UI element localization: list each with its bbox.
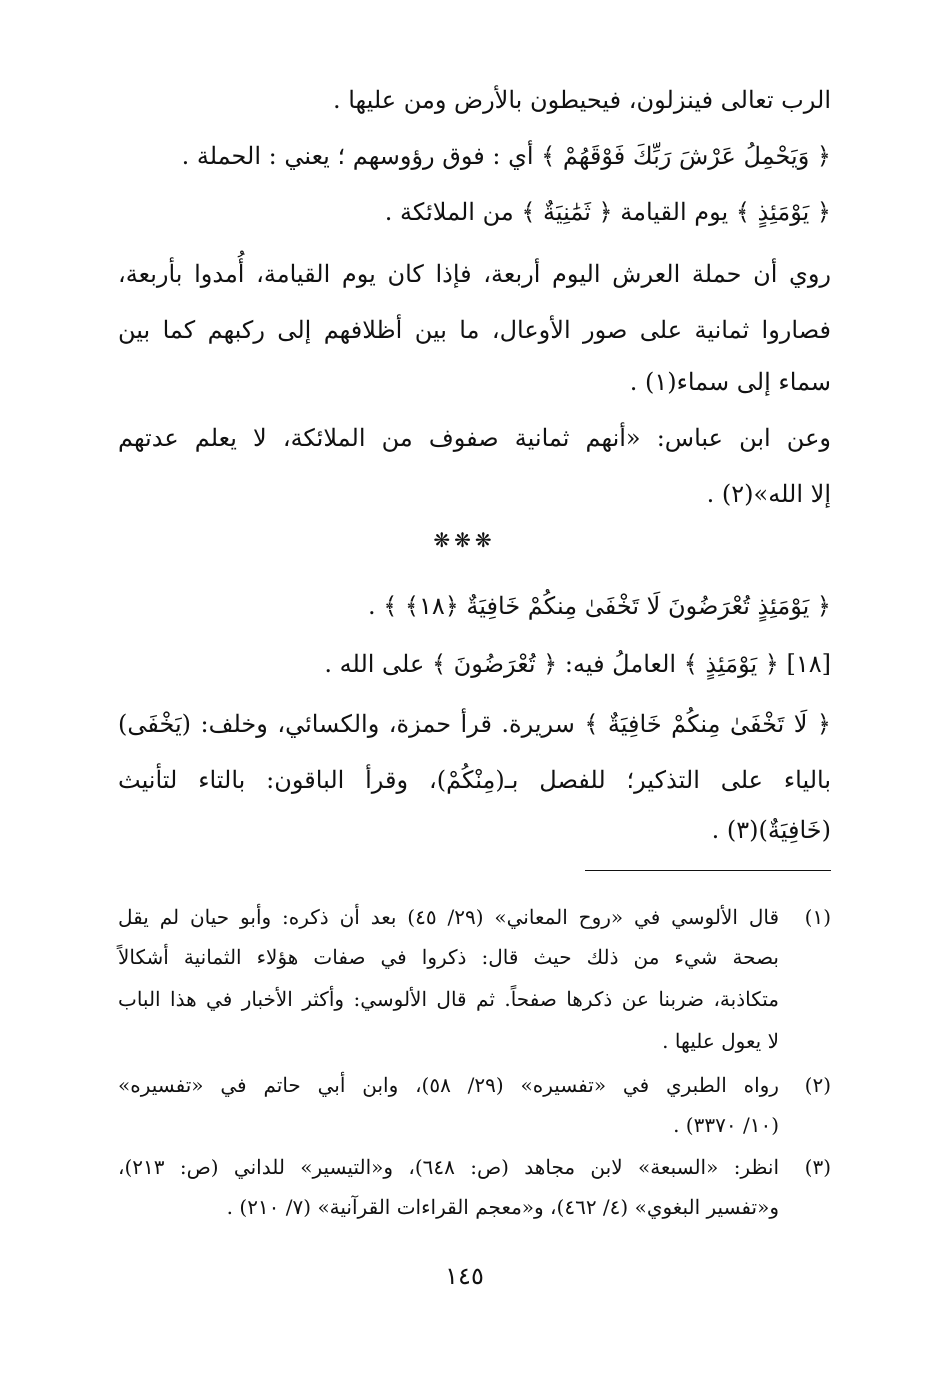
footnote-1-line-2: بصحة شيء من ذلك حيث قال: ذكروا في صفات هؤلاء الثمانية أشكالاً xyxy=(118,945,779,969)
footnote-1-line-4: لا يعول عليها . xyxy=(662,1029,779,1053)
footnote-2-line-2: (١٠/ ٣٣٧٠) . xyxy=(673,1113,779,1137)
body-line-1: الرب تعالى فينزلون، فيحيطون بالأرض ومن عليها . xyxy=(332,86,831,114)
footnote-3-line-1: انظر: «السبعة» لابن مجاهد (ص: ٦٤٨)، و«التيسير» للداني (ص: ٢١٣)، xyxy=(118,1155,779,1179)
body-line-11: ﴿ لَا تَخْفَىٰ مِنكُمْ خَافِيَةٌ ﴾ سريرة. قرأ حمزة، والكسائي، وخلف: (يَخْفَى) xyxy=(118,710,831,738)
body-line-12: بالياء على التذكير؛ للفصل بـ(مِنْكُمْ)، وقرأ الباقون: بالتاء لتأنيث xyxy=(118,766,831,794)
body-line-8: إلا الله»(٢) . xyxy=(706,480,831,508)
body-line-7: وعن ابن عباس: «أنهم ثمانية صفوف من الملائكة، لا يعلم عدتهم xyxy=(118,424,831,452)
body-line-5: فصاروا ثمانية على صور الأوعال، ما بين أظلافهم إلى ركبهم كما بين xyxy=(118,316,831,344)
footnote-2-line-1: رواه الطبري في «تفسيره» (٢٩/ ٥٨)، وابن أبي حاتم في «تفسيره» xyxy=(118,1073,779,1097)
footnote-separator-rule xyxy=(585,870,831,871)
footnote-1-line-1: قال الألوسي في «روح المعاني» (٢٩/ ٤٥) بعد أن ذكره: وأبو حيان لم يقل xyxy=(118,905,780,929)
body-line-2: ﴿ وَيَحْمِلُ عَرْشَ رَبِّكَ فَوْقَهُمْ ﴾ أي : فوق رؤوسهم ؛ يعني : الحملة . xyxy=(181,142,831,170)
footnote-3-line-2: و«تفسير البغوي» (٤/ ٤٦٢)، و«معجم القراءات القرآنية» (٧/ ٢١٠) . xyxy=(226,1195,779,1219)
footnote-3-number: (٣) xyxy=(804,1155,831,1179)
body-line-13: (خَافِيَةٌ)(٣) . xyxy=(711,816,831,844)
footnote-1-line-3: متكاذبة، ضربنا عن ذكرها صفحاً. ثم قال الألوسي: وأكثر الأخبار في هذا الباب xyxy=(118,987,779,1011)
body-line-9: ﴿ يَوْمَئِذٍ تُعْرَضُونَ لَا تَخْفَىٰ مِنكُمْ خَافِيَةٌ ﴿١٨﴾ ﴾ . xyxy=(367,592,831,620)
footnote-2-number: (٢) xyxy=(804,1073,831,1097)
footnote-1-number: (١) xyxy=(804,905,831,929)
body-line-10: [١٨] ﴿ يَوْمَئِذٍ ﴾ العاملُ فيه: ﴿ تُعْرَضُونَ ﴾ على الله . xyxy=(324,650,831,678)
body-line-6: سماء إلى سماء(١) . xyxy=(629,368,831,396)
body-line-4: روي أن حملة العرش اليوم أربعة، فإذا كان يوم القيامة، أُمدوا بأربعة، xyxy=(118,260,831,288)
page-number: ١٤٥ xyxy=(445,1262,484,1290)
body-line-3: ﴿ يَوْمَئِذٍ ﴾ يوم القيامة ﴿ ثَمَٰنِيَةٌ ﴾ من الملائكة . xyxy=(384,198,831,226)
section-separator-stars: ❋❋❋ xyxy=(433,528,496,552)
